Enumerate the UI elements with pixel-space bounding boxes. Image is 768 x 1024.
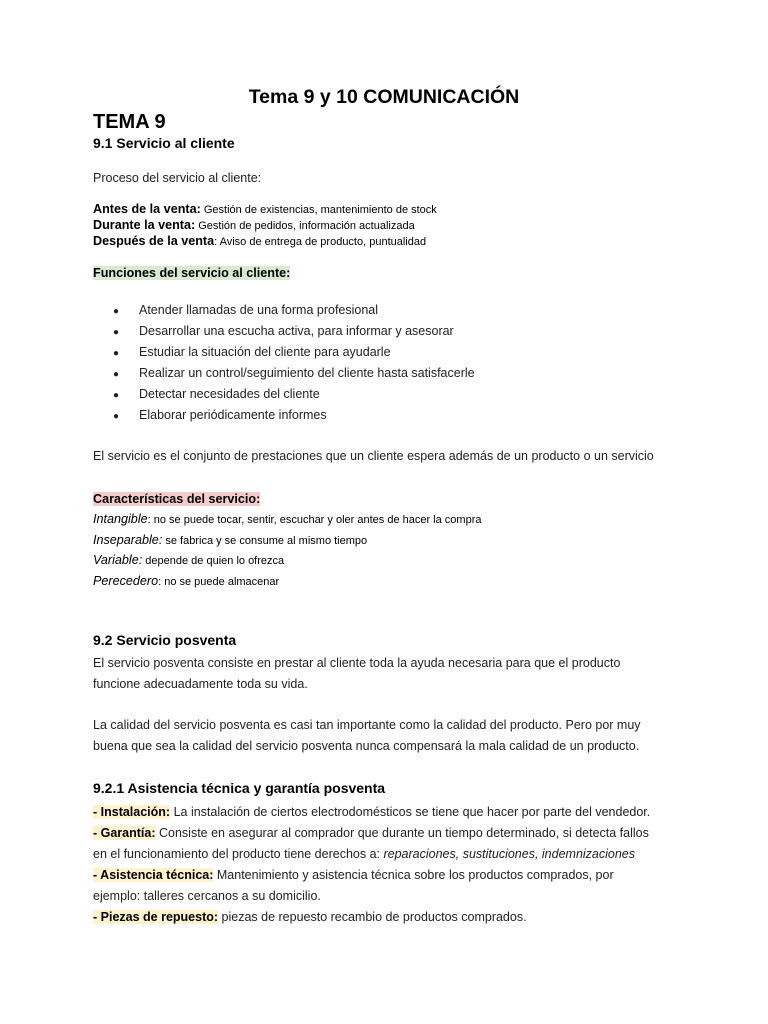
phase-before-sale bbox=[93, 202, 437, 216]
section-9-1-heading: 9.1 Servicio al cliente bbox=[93, 135, 235, 151]
bullet-icon: ● bbox=[113, 327, 120, 338]
process-intro: Proceso del servicio al cliente: bbox=[93, 171, 262, 185]
posventa-paragraph-1-line-1: El servicio posventa consiste en prestar al cliente toda la ayuda necesaria para que el producto bbox=[93, 656, 621, 670]
bullet-icon: ● bbox=[113, 369, 120, 380]
list-item bbox=[113, 363, 475, 384]
features-heading: Características del servicio: bbox=[93, 492, 261, 506]
feature-term: Intangible bbox=[93, 512, 148, 526]
list-item bbox=[113, 384, 475, 405]
phase-desc: Gestión de existencias, mantenimiento de stock bbox=[200, 204, 437, 216]
item-text: en el funcionamiento del producto tiene derechos a: bbox=[93, 847, 384, 861]
posventa-paragraph-2-line-1: La calidad del servicio posventa es casi tan importante como la calidad del producto. Pero por muy bbox=[93, 718, 641, 732]
bullet-icon: ● bbox=[113, 411, 120, 422]
item-label: - Asistencia técnica: bbox=[93, 868, 214, 882]
feature-desc: : no se puede almacenar bbox=[158, 576, 280, 588]
feature-term: Perecedero bbox=[93, 574, 159, 588]
phase-after-sale bbox=[93, 234, 426, 248]
item-garantia-continued bbox=[93, 847, 635, 861]
item-text: Mantenimiento y asistencia técnica sobre los productos comprados, por bbox=[213, 868, 614, 882]
phase-desc: : Aviso de entrega de producto, puntualidad bbox=[214, 236, 427, 248]
service-definition: El servicio es el conjunto de prestaciones que un cliente espera además de un producto o un servicio bbox=[93, 449, 654, 463]
list-item-text: Detectar necesidades del cliente bbox=[139, 387, 320, 401]
item-label: - Piezas de repuesto: bbox=[93, 910, 219, 924]
item-label: - Instalación: bbox=[93, 805, 171, 819]
phase-label: Antes de la venta: bbox=[93, 202, 201, 216]
list-item-text: Desarrollar una escucha activa, para informar y asesorar bbox=[139, 324, 454, 338]
section-9-2-heading: 9.2 Servicio posventa bbox=[93, 632, 237, 648]
list-item-text: Atender llamadas de una forma profesional bbox=[139, 303, 379, 317]
section-9-2-1-heading: 9.2.1 Asistencia técnica y garantía posventa bbox=[93, 780, 386, 796]
bullet-icon: ● bbox=[113, 306, 120, 317]
phase-label: Después de la venta bbox=[93, 234, 215, 248]
feature-inseparable bbox=[93, 533, 367, 547]
item-text: La instalación de ciertos electrodomésticos se tiene que hacer por parte del vendedor. bbox=[170, 805, 651, 819]
item-label: - Garantía: bbox=[93, 826, 156, 840]
list-item-text: Estudiar la situación del cliente para ayudarle bbox=[139, 345, 391, 359]
functions-heading-wrap bbox=[93, 264, 290, 282]
feature-desc: depende de quien lo ofrezca bbox=[142, 555, 285, 567]
list-item-text: Elaborar periódicamente informes bbox=[139, 408, 327, 422]
item-instalacion bbox=[93, 805, 650, 819]
list-item bbox=[113, 405, 475, 426]
features-heading-wrap bbox=[93, 490, 260, 508]
item-piezas-repuesto bbox=[93, 910, 527, 924]
feature-term: Variable: bbox=[93, 553, 143, 567]
phase-label: Durante la venta: bbox=[93, 218, 196, 232]
item-text: ejemplo: talleres cercanos a su domicilio. bbox=[93, 889, 321, 903]
item-garantia bbox=[93, 826, 649, 840]
bullet-icon: ● bbox=[113, 390, 120, 401]
feature-perecedero bbox=[93, 574, 279, 588]
bullet-icon: ● bbox=[113, 348, 120, 359]
feature-desc: se fabrica y se consume al mismo tiempo bbox=[162, 535, 368, 547]
feature-desc: : no se puede tocar, sentir, escuchar y oler antes de hacer la compra bbox=[147, 514, 482, 526]
list-item bbox=[113, 321, 475, 342]
feature-intangible bbox=[93, 512, 481, 526]
tema-heading: TEMA 9 bbox=[93, 111, 166, 133]
phase-during-sale bbox=[93, 218, 415, 232]
item-asistencia-continued bbox=[93, 889, 321, 903]
posventa-paragraph-2-line-2: buena que sea la calidad del servicio posventa nunca compensará la mala calidad de un producto. bbox=[93, 739, 640, 753]
feature-variable bbox=[93, 553, 284, 567]
item-text: piezas de repuesto recambio de productos comprados. bbox=[218, 910, 527, 924]
list-item-text: Realizar un control/seguimiento del cliente hasta satisfacerle bbox=[139, 366, 475, 380]
phase-desc: Gestión de pedidos, información actualizada bbox=[195, 220, 415, 232]
feature-term: Inseparable: bbox=[93, 533, 163, 547]
document-title: Tema 9 y 10 COMUNICACIÓN bbox=[248, 86, 520, 108]
item-asistencia-tecnica bbox=[93, 868, 614, 882]
list-item bbox=[113, 342, 475, 363]
item-text: Consiste en asegurar al comprador que durante un tiempo determinado, si detecta fallos bbox=[155, 826, 649, 840]
posventa-paragraph-1-line-2: funcione adecuadamente toda su vida. bbox=[93, 677, 308, 691]
list-item bbox=[113, 300, 475, 321]
functions-heading: Funciones del servicio al cliente: bbox=[93, 266, 291, 280]
functions-list bbox=[113, 300, 475, 426]
item-italic-text: reparaciones, sustituciones, indemnizaciones bbox=[383, 847, 636, 861]
